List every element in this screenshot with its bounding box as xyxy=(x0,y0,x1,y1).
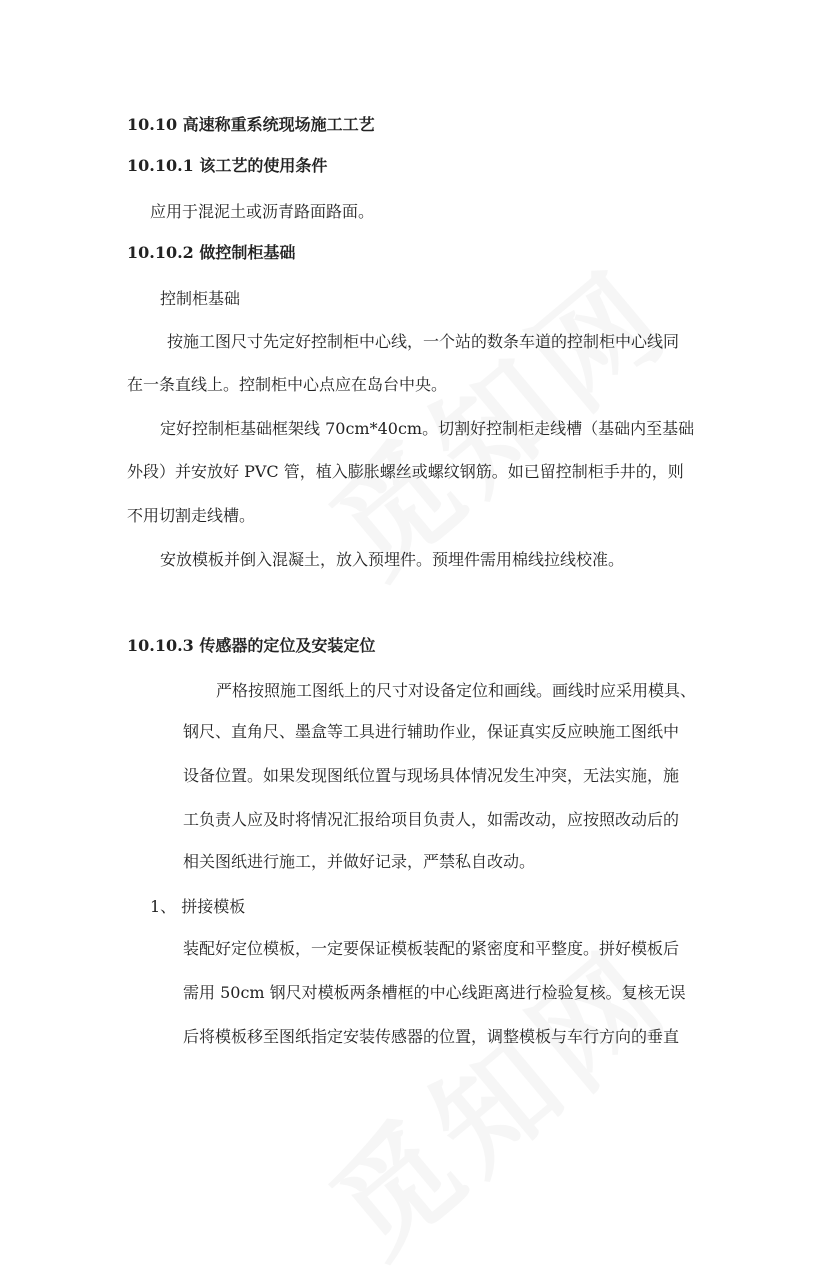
paragraph-line: 按施工图尺寸先定好控制柜中心线，一个站的数条车道的控制柜中心线同 xyxy=(167,332,680,351)
list-item-label: 1、 拼接模板 xyxy=(150,897,246,916)
watermark xyxy=(290,905,699,1287)
paragraph-line: 后将模板移至图纸指定安装传感器的位置，调整模板与车行方向的垂直 xyxy=(183,1027,680,1046)
subtitle: 控制柜基础 xyxy=(160,289,241,308)
paragraph-line: 工负责人应及时将情况汇报给项目负责人，如需改动，应按照改动后的 xyxy=(183,810,680,829)
paragraph-line: 相关图纸进行施工，并做好记录，严禁私自改动。 xyxy=(183,852,536,871)
paragraph-line: 装配好定位模板，一定要保证模板装配的紧密度和平整度。拼好模板后 xyxy=(183,939,680,958)
paragraph-line: 钢尺、直角尺、墨盒等工具进行辅助作业，保证真实反应映施工图纸中 xyxy=(183,722,680,741)
paragraph-line: 定好控制柜基础框架线 70cm*40cm。切割好控制柜走线槽（基础内至基础 xyxy=(160,419,695,438)
paragraph: 应用于混泥土或沥青路面路面。 xyxy=(150,202,375,221)
paragraph-line: 严格按照施工图纸上的尺寸对设备定位和画线。画线时应采用模具、 xyxy=(216,681,697,700)
section-heading: 10.10.1 该工艺的使用条件 xyxy=(127,156,328,175)
paragraph-line: 设备位置。如果发现图纸位置与现场具体情况发生冲突，无法实施，施 xyxy=(183,766,680,785)
main-heading: 10.10 高速称重系统现场施工工艺 xyxy=(127,115,375,134)
paragraph-line: 安放模板并倒入混凝土，放入预埋件。预埋件需用棉线拉线校准。 xyxy=(160,550,625,569)
section-heading: 10.10.2 做控制柜基础 xyxy=(127,243,296,262)
section-heading: 10.10.3 传感器的定位及安装定位 xyxy=(127,636,376,655)
paragraph-line: 外段）并安放好 PVC 管，植入膨胀螺丝或螺纹钢筋。如已留控制柜手井的，则 xyxy=(127,462,684,481)
paragraph-line: 需用 50cm 钢尺对模板两条槽框的中心线距离进行检验复核。复核无误 xyxy=(183,983,686,1002)
paragraph-line: 不用切割走线槽。 xyxy=(127,506,256,525)
paragraph-line: 在一条直线上。控制柜中心点应在岛台中央。 xyxy=(127,375,448,394)
